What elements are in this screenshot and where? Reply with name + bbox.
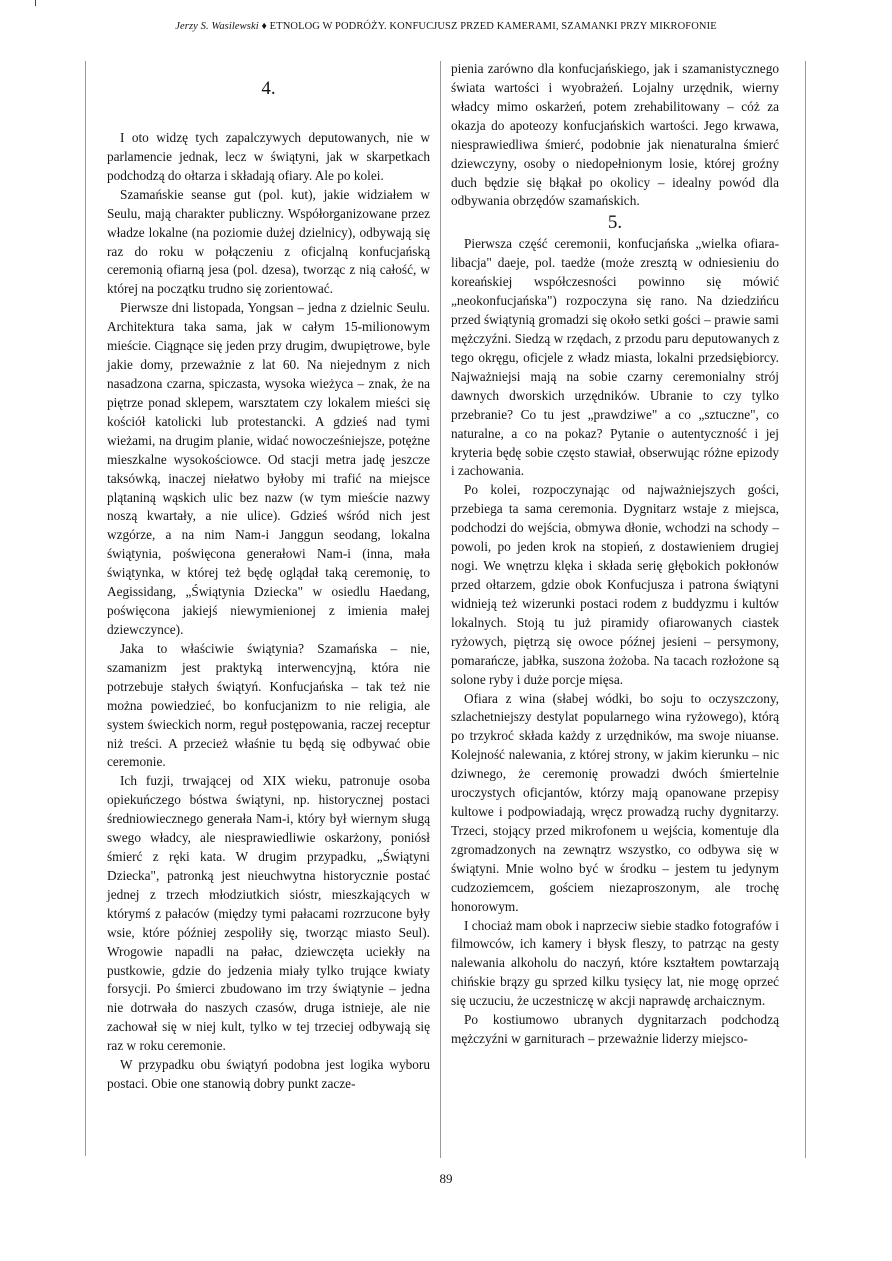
section-number-4: 4. — [261, 78, 276, 99]
paragraph-continuation: pienia zarówno dla konfucjańskiego, jak i szamanistycznego świata wartości i wyobrażeń. Lojalny urzędnik, wierny władcy mimo oskarżeń, potem zrehabilitowany – cóż za okazja do apoteozy konfucjańskich wartości. Jego krwawa, niesprawiedliwa śmierć, podobnie jak nienaturalna śmierć dziewczyny, osoby o niedopełnionym losie, której groźny duch będzie się błąkał po okolicy – idealny powód dla odbywania obrzędów szamańskich. — [451, 61, 779, 209]
crop-mark — [35, 0, 36, 6]
right-margin-rule — [805, 61, 806, 1158]
paragraph: I chociaż mam obok i naprzeciw siebie stadko fotografów i filmowców, ich kamery i błysk fleszy, to patrząc na gesty nalewania alkoholu do naczyń, które kształtem powtarzają chińskie brązy gu sprzed kilku tysięcy lat, nie mogę oprzeć się uczuciu, że uczestniczę w akcji naprawdę archaicznym. — [451, 917, 779, 1009]
paragraph: Po kostiumowo ubranych dygnitarzach podchodzą mężczyźni w garniturach – przeważnie liderzy miejsco- — [451, 1012, 779, 1047]
column-divider-rule — [440, 61, 441, 1158]
paragraph: Pierwsze dni listopada, Yongsan – jedna z dzielnic Seulu. Architektura taka sama, jak w całym 15-milionowym mieście. Ciągnące się jeden przy drugim, dwupiętrowe, byle jakie domy, przeważnie z lat 60. Na niejednym z nich nasadzona czarna, spiczasta, wysoka wieżyca – znak, że na piętrze ponad sklepem, warsztatem czy lokalem mieści się kościół katolicki lub protestancki. A gdzieś nad tymi wieżami, na drugim planie, widać nowocześniejsze, potężne mieszkalne wysokościowce. Od stacji metra jadę jeszcze taksówką, inaczej niełatwo byłoby mi trafić na miejsce plątaniną wąskich ulic bez nazw (w tym mieście nazwy noszą kwartały, a nie ulice). Gdzieś wśród nich jest wzgórze, a na nim Nam-i Janggun seodang, lokalna świątynia, poświęcona generałowi Nam-i (inna, mała świątynka, w której też będę oglądał taką ceremonię, to Aegissidang, „Świątynia Dziecka" w osiedlu Haedang, poświęcona jakiejś niewymienionej z imienia małej dziewczynce). — [107, 300, 430, 637]
paragraph: Ofiara z wina (słabej wódki, bo soju to oczyszczony, szlachetniejszy destylat popularnego wina ryżowego), którą po trzykroć składa każdy z urzędników, ma swoje niuanse. Kolejność nalewania, z której strony, w jakim kierunku – nic dziwnego, że ceremonię prowadzi dwóch śmiertelnie uroczystych oficjantów, którzy mają opanowane przepisy kultowe i podpowiadają, wręcz prowadzą ruchy dygnitarzy. Trzeci, stojący przed mikrofonem u wejścia, komentuje dla zgromadzonych na zewnątrz wszystko, co odbywa się w świątyni. Mnie wolno być w środku – jestem tu jedynym cudzoziemcem, gościem niezaproszonym, ale trochę honorowym. — [451, 690, 779, 914]
page-number: 89 — [439, 1171, 453, 1186]
paragraph: Szamańskie seanse gut (pol. kut), jakie widziałem w Seulu, mają charakter publiczny. Współorganizowane przez władze lokalne (na poziomie dużej dzielnicy), odbywają się raz do roku w połączeniu z oficjalną konfucjańską ceremonią ofiarną jesa (pol. dzesa), tworząc z nią całość, w której na początku trudno się zorientować. — [107, 186, 430, 297]
paragraph: W przypadku obu świątyń podobna jest logika wyboru postaci. Obie one stanowią dobry punkt zacze- — [107, 1057, 430, 1092]
header-author: Jerzy S. Wasilewski — [175, 21, 259, 32]
paragraph: Jaka to właściwie świątynia? Szamańska – nie, szamanizm jest praktyką interwencyjną, która nie potrzebuje stałych świątyń. Konfucjańska – tak też nie można powiedzieć, bo konfucjanizm to nie religia, ale system świeckich norm, reguł postępowania, raczej receptur niż treści. A przecież właśnie tu będą się odbywać obie ceremonie. — [107, 640, 430, 770]
left-margin-rule — [85, 61, 86, 1156]
paragraph: Pierwsza część ceremonii, konfucjańska „wielka ofiara-libacja" daeje, pol. taedże (może zresztą w odniesieniu do koreańskiej współczesności powinno się mówić „neokonfucjańska") rozpoczyna się rano. Na dziedzińcu przed świątynią gromadzi się około setki gości – prawie sami mężczyźni. Siedzą w rzędach, z przodu paru deputowanych z tego okręgu, oficjele z władz miasta, lokalni przedsiębiorcy. Najważniejsi mają na sobie czarny ceremonialny strój dawnych dworskich urzędników. Ubranie to czy tylko przebranie? Co tu jest „prawdziwe" a co „sztuczne", co naturalne, a co na pokaz? Pytanie o autentyczność i jej kryteria będę sobie często stawiał, obserwując różne epizody i zachowania. — [451, 236, 779, 479]
left-column — [107, 60, 430, 1094]
header-separator-icon: ♦ — [261, 21, 267, 32]
paragraph: Po kolei, rozpoczynając od najważniejszych gości, przebiega ta sama ceremonia. Dygnitarz wstaje z miejsca, podchodzi do wejścia, obmywa dłonie, wchodzi na schody – powoli, po jeden krok na stopień, z dostawieniem drugiej nogi. We wnętrzu klęka i składa serię głębokich pokłonów przed ołtarzem, gdzie obok Konfucjusza i patrona świątyni widnieją też wizerunki postaci rodem z buddyzmu i kultów lokalnych. Stoją tu już piramidy ofiarowanych ciastek ryżowych, piętrzą się owoce późnej jesieni – persymony, pomarańcze, jabłka, suszona żożoba. Na tacach rozłożone są solone ryby i duże porcje mięsa. — [451, 482, 779, 687]
header-title: ETNOLOG W PODRÓŻY. KONFUCJUSZ PRZED KAMERAMI, SZAMANKI PRZY MIKROFONIE — [269, 21, 717, 32]
paragraph: I oto widzę tych zapalczywych deputowanych, nie w parlamencie jednak, lecz w świątyni, jak w skarpetkach podchodzą do ołtarza i składają ofiary. Ale po kolei. — [107, 130, 430, 183]
running-header — [0, 21, 892, 32]
section-number-5: 5. — [607, 212, 623, 234]
paragraph: Ich fuzji, trwającej od XIX wieku, patronuje osoba opiekuńczego bóstwa świątyni, np. historycznej postaci średniowiecznego generała Nam-i, który był wiernym sługą swego władcy, ale niesprawiedliwie oskarżony, poniósł śmierć z ręki kata. W drugim przypadku, „Świątyni Dziecka", patronką jest nieuchwytna historycznie postać jednej z trzech młodziutkich sióstr, mieszkających w którymś z pałaców (między tymi pałacami rozrzucone były wsie, które później zespoliły się, tworząc miasto Seul). Wrogowie napadli na pałac, dziewczęta uciekły na pustkowie, gdzie do jedzenia miały tylko trujące kwiaty forsycji. Po śmierci zbudowano im trzy świątynie – jedna nie dotrwała do naszych czasów, druga istnieje, ale nie zachował się w niej kult, tylko w tej trzeciej odbywają się raz w roku ceremonie. — [107, 773, 430, 1054]
right-column — [451, 60, 779, 1049]
